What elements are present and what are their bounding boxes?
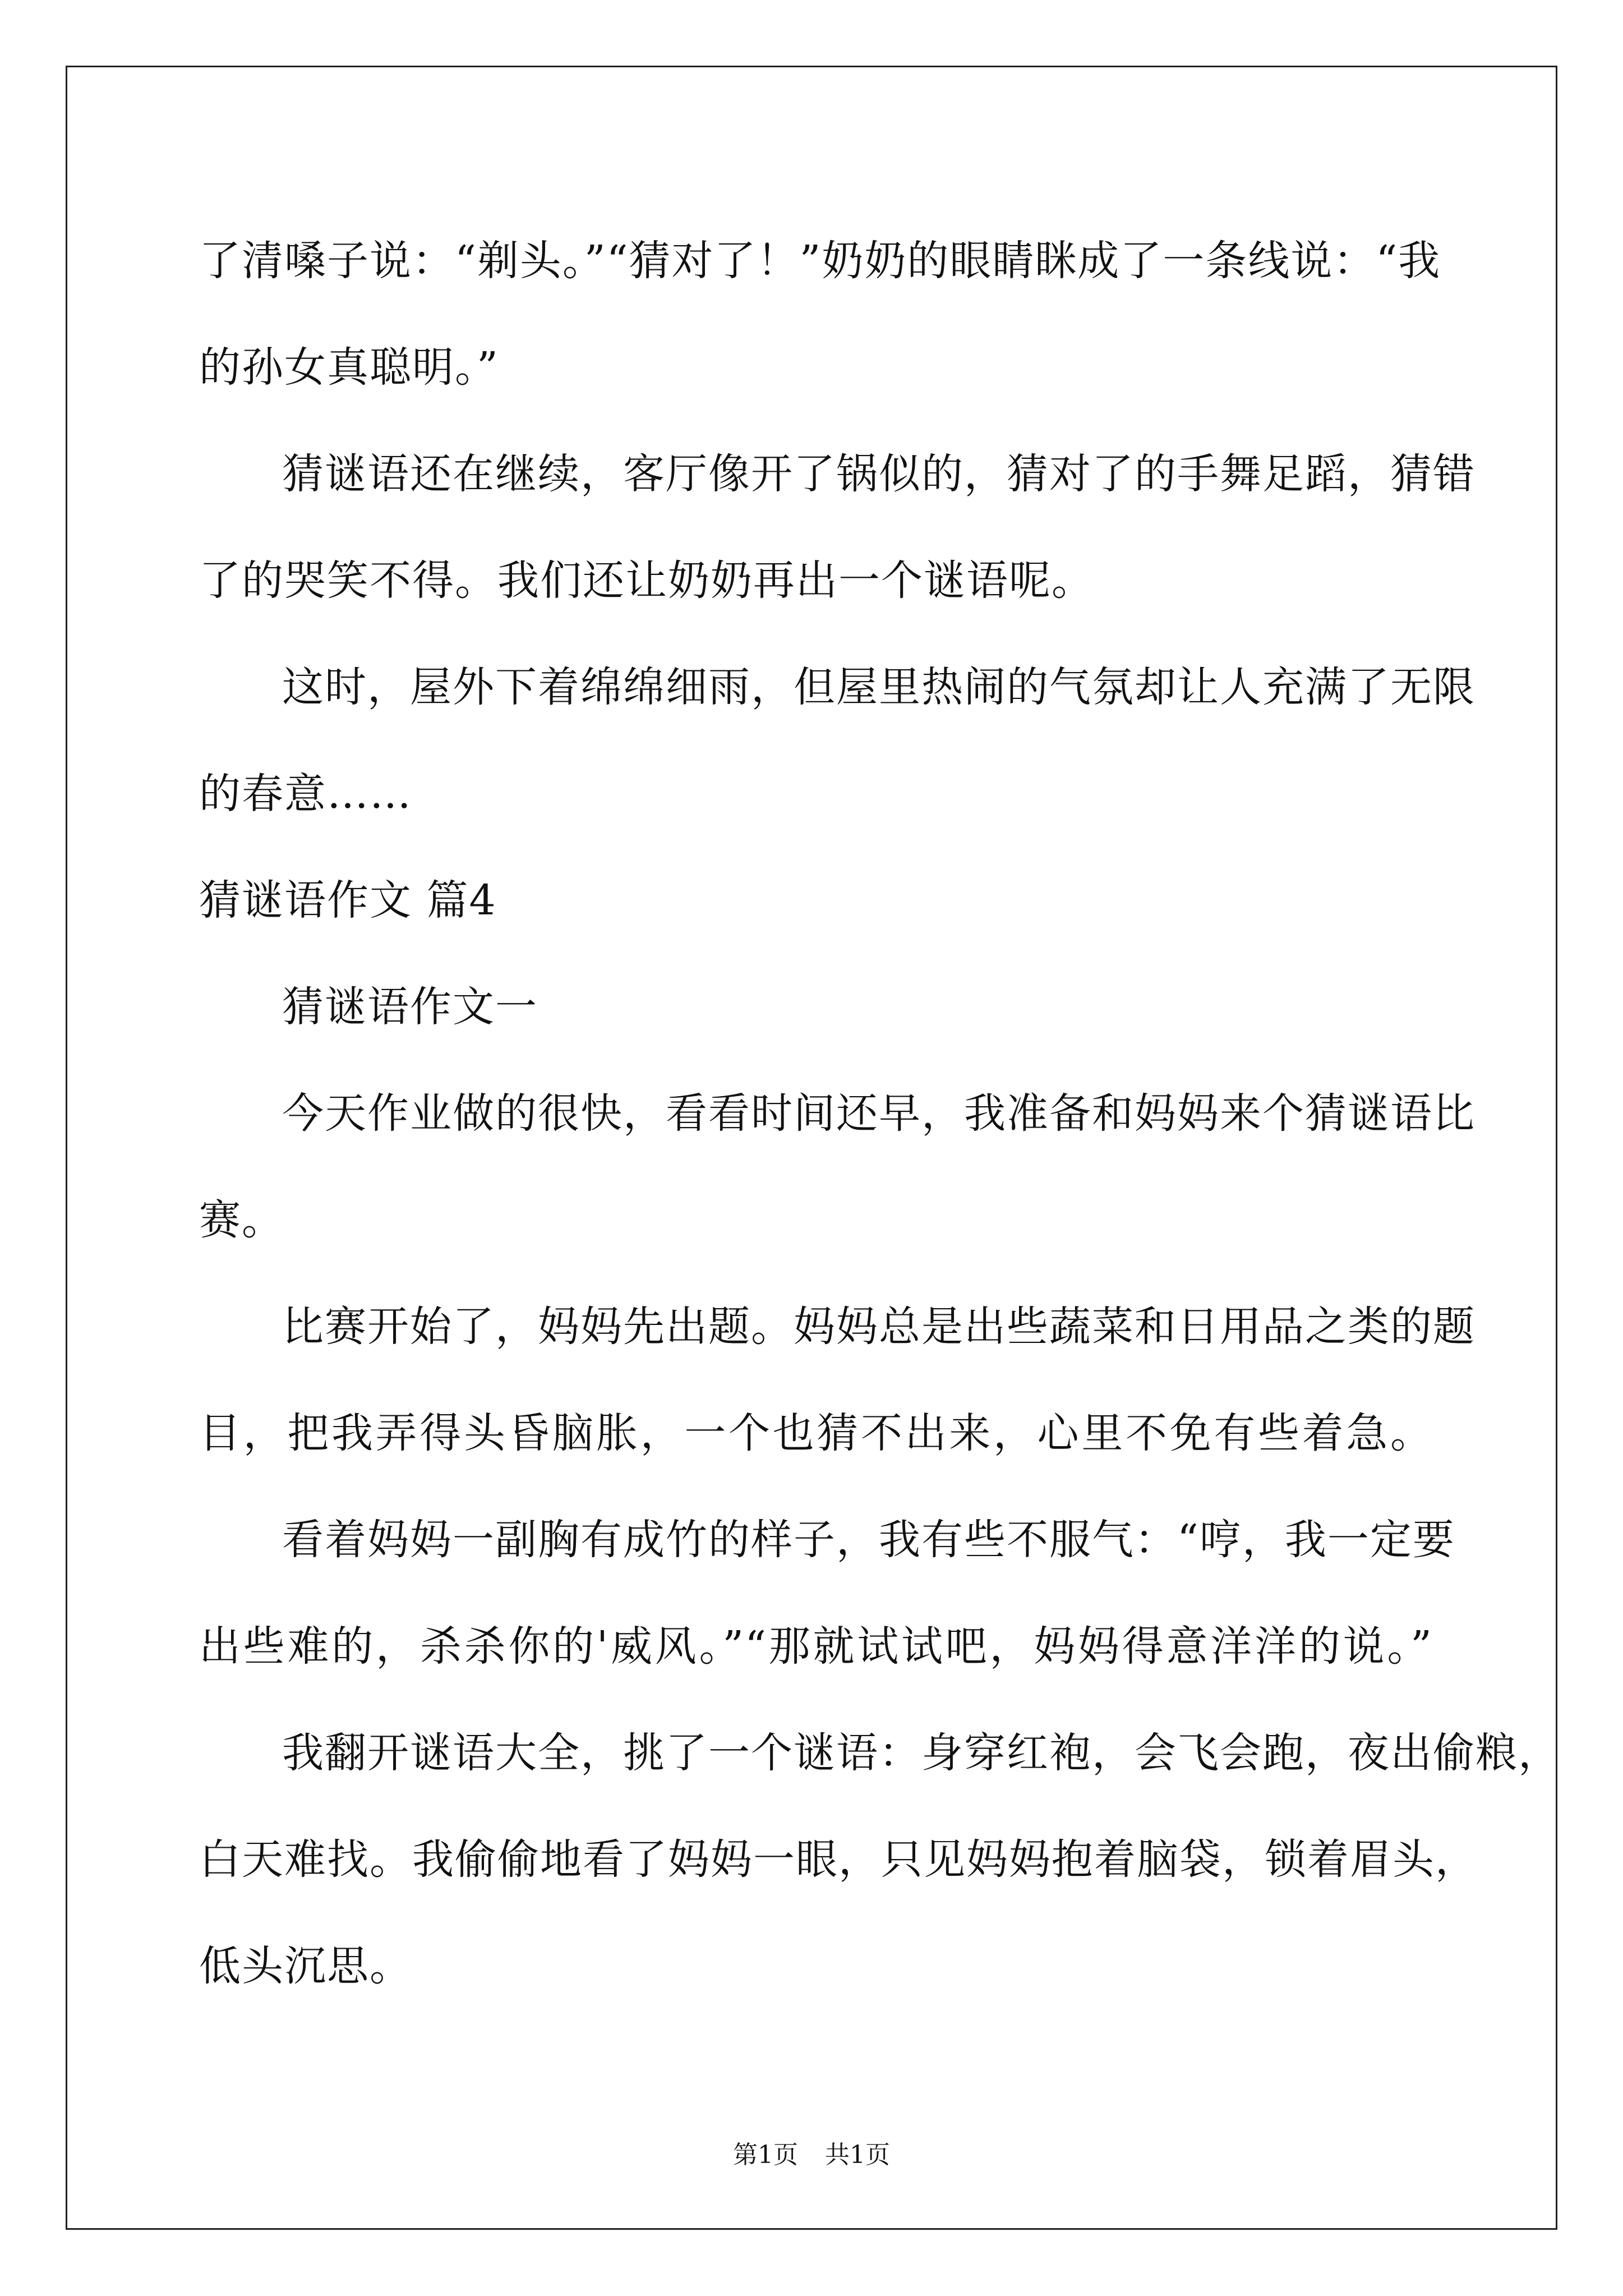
text-line: 看着妈妈一副胸有成竹的样子，我有些不服气：“哼，我一定要 <box>282 1516 1455 1564</box>
page-number: 第1页 <box>733 2141 798 2169</box>
page-footer <box>0 2134 1623 2170</box>
text-line: 今天作业做的很快，看看时间还早，我准备和妈妈来个猜谜语比 <box>282 1089 1476 1138</box>
text-line: 比赛开始了，妈妈先出题。妈妈总是出些蔬菜和日用品之类的题 <box>282 1303 1476 1351</box>
section-heading: 猜谜语作文 篇4 <box>199 876 497 924</box>
text-line: 低头沉思。 <box>199 1942 412 1990</box>
text-line: 的孙女真聪明。” <box>199 343 499 392</box>
text-line: 这时，屋外下着绵绵细雨，但屋里热闹的气氛却让人充满了无限 <box>282 663 1476 711</box>
text-line: 赛。 <box>199 1196 284 1244</box>
text-line: 了清嗓子说：“剃头。”“猜对了！”奶奶的眼睛眯成了一条线说：“我 <box>199 237 1441 285</box>
text-line: 出些难的，杀杀你的'威风。”“那就试试吧，妈妈得意洋洋的说。” <box>199 1622 1433 1671</box>
text-line: 猜谜语还在继续，客厅像开了锅似的，猜对了的手舞足蹈，猜错 <box>282 450 1476 498</box>
text-line: 目，把我弄得头昏脑胀，一个也猜不出来，心里不免有些着急。 <box>199 1409 1433 1457</box>
text-line: 白天难找。我偷偷地看了妈妈一眼，只见妈妈抱着脑袋，锁着眉头， <box>199 1835 1478 1884</box>
page-total: 共1页 <box>825 2141 890 2169</box>
text-line: 猜谜语作文一 <box>282 983 538 1031</box>
text-line: 了的哭笑不得。我们还让奶奶再出一个谜语呢。 <box>199 556 1094 605</box>
text-line: 的春意…… <box>199 770 412 818</box>
text-line: 我翻开谜语大全，挑了一个谜语：身穿红袍，会飞会跑，夜出偷粮， <box>282 1729 1561 1777</box>
